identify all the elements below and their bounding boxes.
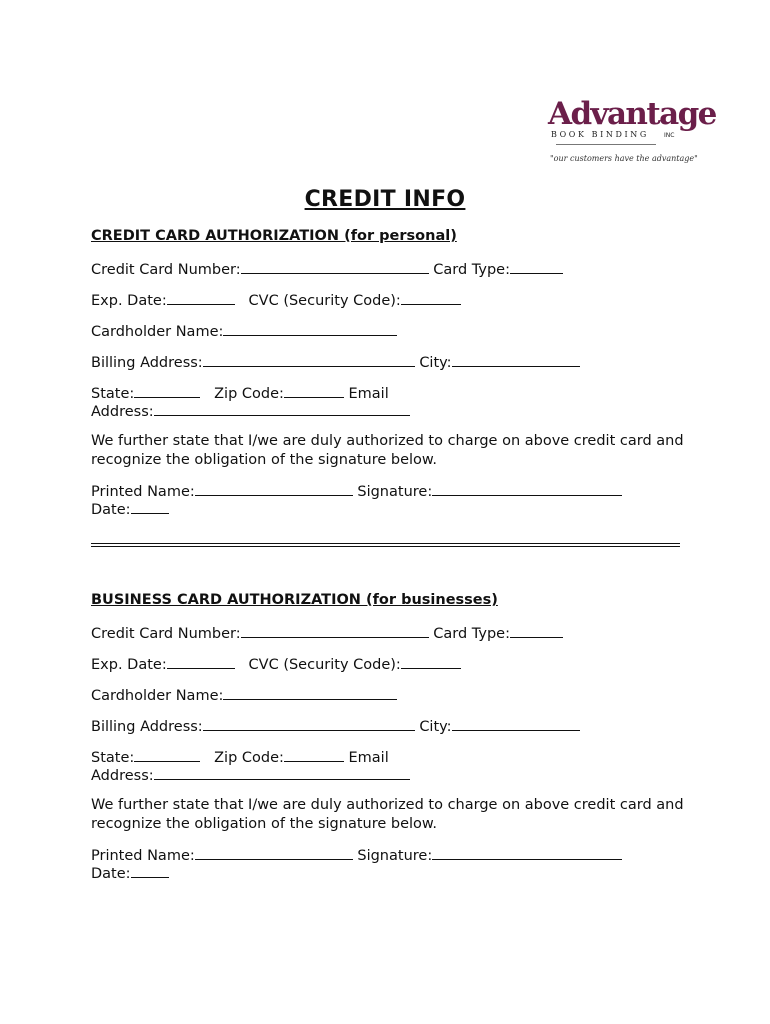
zip-label: Zip Code: (214, 750, 284, 766)
business-heading: BUSINESS CARD AUTHORIZATION (for businesses) (91, 592, 498, 608)
logo-tagline: "our customers have the advantage" (550, 154, 698, 163)
date-label: Date: (91, 866, 131, 882)
business-statement: We further state that I/we are duly authorized to charge on above credit card and recognize the obligation of the signature below. (91, 797, 684, 832)
billing-field[interactable] (203, 716, 415, 731)
business-signature-row (91, 845, 622, 865)
email-label: Email (348, 386, 389, 402)
card-type-label: Card Type: (433, 626, 510, 642)
email-field[interactable] (154, 765, 410, 780)
cvc-field[interactable] (401, 290, 461, 305)
card-number-label: Credit Card Number: (91, 262, 241, 278)
personal-cardholder-row (91, 321, 397, 341)
logo-inc: INC (664, 132, 675, 139)
logo-subtitle: BOOK BINDING (551, 130, 649, 139)
cardholder-label: Cardholder Name: (91, 688, 224, 704)
billing-label: Billing Address: (91, 719, 203, 735)
date-field[interactable] (131, 499, 169, 514)
exp-date-label: Exp. Date: (91, 293, 167, 309)
date-field[interactable] (131, 863, 169, 878)
email-label: Email (348, 750, 389, 766)
zip-label: Zip Code: (214, 386, 284, 402)
cardholder-field[interactable] (223, 685, 397, 700)
state-field[interactable] (134, 747, 200, 762)
business-card-row (91, 623, 563, 643)
printed-name-field[interactable] (195, 481, 353, 496)
cardholder-label: Cardholder Name: (91, 324, 224, 340)
card-number-label: Credit Card Number: (91, 626, 241, 642)
card-type-label: Card Type: (433, 262, 510, 278)
cvc-label: CVC (Security Code): (248, 293, 401, 309)
personal-card-row (91, 259, 563, 279)
personal-signature-row (91, 481, 622, 501)
card-number-field[interactable] (241, 259, 429, 274)
zip-field[interactable] (284, 747, 344, 762)
state-field[interactable] (134, 383, 200, 398)
personal-exp-row (91, 290, 461, 310)
city-field[interactable] (452, 716, 580, 731)
signature-label: Signature: (357, 484, 433, 500)
personal-date-row (91, 499, 169, 519)
business-cardholder-row (91, 685, 397, 705)
city-label: City: (419, 719, 452, 735)
business-email-row (91, 765, 410, 785)
cardholder-field[interactable] (223, 321, 397, 336)
exp-date-field[interactable] (167, 654, 235, 669)
date-label: Date: (91, 502, 131, 518)
cvc-field[interactable] (401, 654, 461, 669)
card-type-field[interactable] (510, 259, 563, 274)
logo-wordmark: Advantage (548, 96, 716, 132)
personal-email-row (91, 401, 410, 421)
business-billing-row (91, 716, 580, 736)
page-title: CREDIT INFO (304, 187, 466, 212)
company-logo (548, 96, 716, 172)
city-label: City: (419, 355, 452, 371)
section-divider (91, 543, 680, 547)
billing-field[interactable] (203, 352, 415, 367)
state-label: State: (91, 750, 135, 766)
signature-label: Signature: (357, 848, 433, 864)
exp-date-label: Exp. Date: (91, 657, 167, 673)
card-type-field[interactable] (510, 623, 563, 638)
exp-date-field[interactable] (167, 290, 235, 305)
printed-name-field[interactable] (195, 845, 353, 860)
signature-field[interactable] (432, 845, 622, 860)
printed-name-label: Printed Name: (91, 848, 195, 864)
personal-heading: CREDIT CARD AUTHORIZATION (for personal) (91, 228, 457, 244)
cvc-label: CVC (Security Code): (248, 657, 401, 673)
zip-field[interactable] (284, 383, 344, 398)
email-field[interactable] (154, 401, 410, 416)
personal-billing-row (91, 352, 580, 372)
logo-rule (556, 144, 656, 145)
state-label: State: (91, 386, 135, 402)
email-address-label: Address: (91, 768, 154, 784)
business-exp-row (91, 654, 461, 674)
printed-name-label: Printed Name: (91, 484, 195, 500)
business-state-row (91, 747, 389, 767)
billing-label: Billing Address: (91, 355, 203, 371)
signature-field[interactable] (432, 481, 622, 496)
personal-state-row (91, 383, 389, 403)
business-date-row (91, 863, 169, 883)
personal-statement: We further state that I/we are duly authorized to charge on above credit card and recognize the obligation of the signature below. (91, 433, 684, 468)
city-field[interactable] (452, 352, 580, 367)
email-address-label: Address: (91, 404, 154, 420)
card-number-field[interactable] (241, 623, 429, 638)
